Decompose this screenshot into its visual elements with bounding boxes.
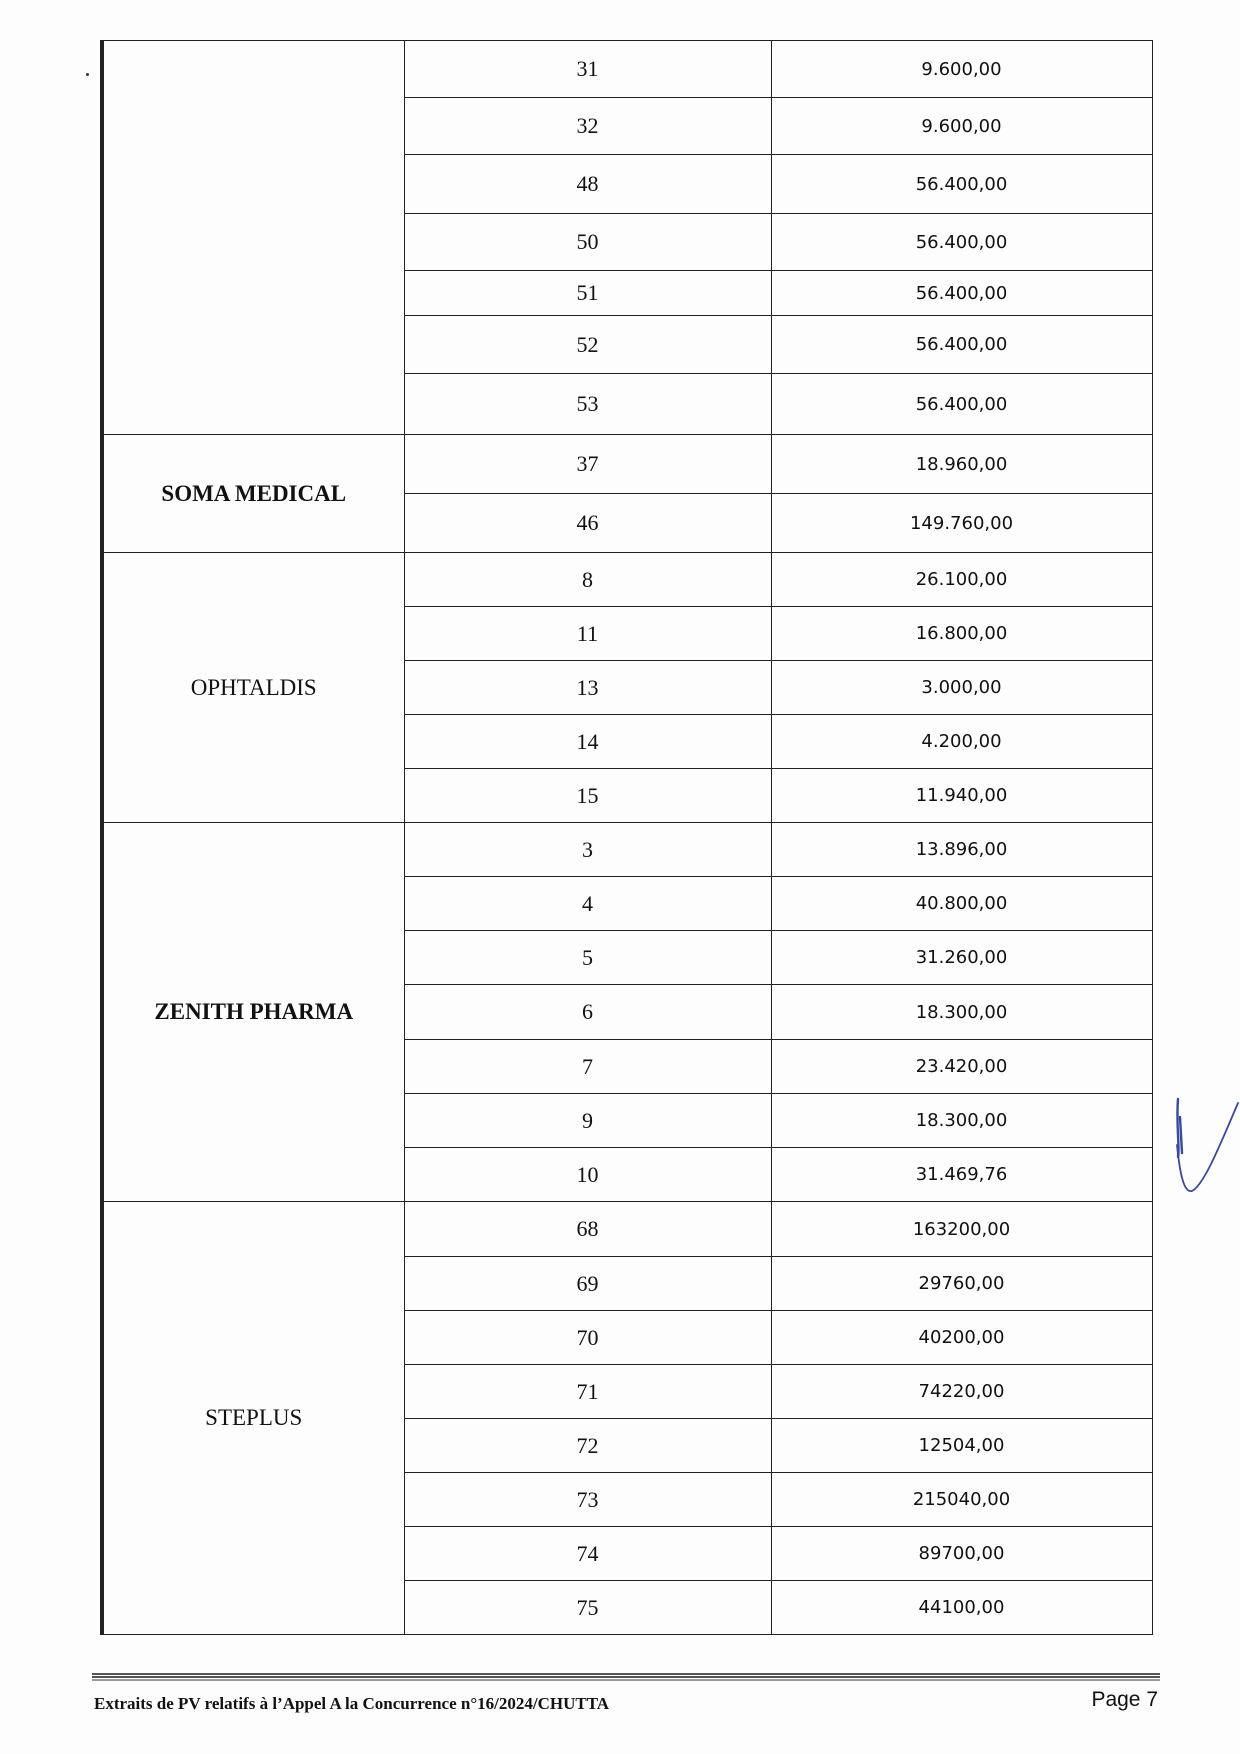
- lot-number-cell: 74: [404, 1527, 771, 1581]
- results-table: [100, 40, 1153, 1635]
- lot-number-cell: 51: [404, 271, 771, 316]
- lot-number-cell: 53: [404, 374, 771, 435]
- lot-number-cell: 68: [404, 1202, 771, 1257]
- amount-cell: 89700,00: [771, 1527, 1152, 1581]
- lot-number-cell: 5: [404, 931, 771, 985]
- table-row: [102, 41, 1152, 98]
- amount-cell: 23.420,00: [771, 1040, 1152, 1094]
- lot-number-cell: 46: [404, 494, 771, 553]
- amount-cell: 31.469,76: [771, 1148, 1152, 1202]
- supplier-cell: OPHTALDIS: [102, 553, 404, 823]
- amount-cell: 26.100,00: [771, 553, 1152, 607]
- supplier-cell: STEPLUS: [102, 1202, 404, 1635]
- lot-number-cell: 14: [404, 715, 771, 769]
- supplier-cell: ZENITH PHARMA: [102, 823, 404, 1202]
- lot-number-cell: 52: [404, 316, 771, 374]
- amount-cell: 9.600,00: [771, 41, 1152, 98]
- lot-number-cell: 13: [404, 661, 771, 715]
- lot-number-cell: 71: [404, 1365, 771, 1419]
- lot-number-cell: 50: [404, 214, 771, 271]
- lot-number-cell: 72: [404, 1419, 771, 1473]
- amount-cell: 215040,00: [771, 1473, 1152, 1527]
- supplier-cell: SOMA MEDICAL: [102, 435, 404, 553]
- amount-cell: 3.000,00: [771, 661, 1152, 715]
- lot-number-cell: 31: [404, 41, 771, 98]
- table-row: [102, 823, 1152, 877]
- lot-number-cell: 3: [404, 823, 771, 877]
- lot-number-cell: 6: [404, 985, 771, 1040]
- amount-cell: 40.800,00: [771, 877, 1152, 931]
- table-row: [102, 435, 1152, 494]
- lot-number-cell: 37: [404, 435, 771, 494]
- amount-cell: 56.400,00: [771, 214, 1152, 271]
- amount-cell: 4.200,00: [771, 715, 1152, 769]
- amount-cell: 13.896,00: [771, 823, 1152, 877]
- amount-cell: 56.400,00: [771, 374, 1152, 435]
- amount-cell: 31.260,00: [771, 931, 1152, 985]
- amount-cell: 11.940,00: [771, 769, 1152, 823]
- lot-number-cell: 7: [404, 1040, 771, 1094]
- amount-cell: 29760,00: [771, 1257, 1152, 1311]
- results-table-body: [102, 41, 1152, 1635]
- lot-number-cell: 48: [404, 155, 771, 214]
- supplier-cell: [102, 41, 404, 435]
- lot-number-cell: 4: [404, 877, 771, 931]
- lot-number-cell: 69: [404, 1257, 771, 1311]
- amount-cell: 44100,00: [771, 1581, 1152, 1635]
- page-number: Page 7: [1091, 1688, 1158, 1711]
- amount-cell: 12504,00: [771, 1419, 1152, 1473]
- amount-cell: 18.960,00: [771, 435, 1152, 494]
- amount-cell: 56.400,00: [771, 155, 1152, 214]
- amount-cell: 56.400,00: [771, 271, 1152, 316]
- table-row: [102, 553, 1152, 607]
- lot-number-cell: 11: [404, 607, 771, 661]
- amount-cell: 18.300,00: [771, 1094, 1152, 1148]
- footer-rule: [92, 1673, 1160, 1682]
- scan-dot: [86, 73, 89, 76]
- table-row: [102, 1202, 1152, 1257]
- lot-number-cell: 73: [404, 1473, 771, 1527]
- lot-number-cell: 10: [404, 1148, 771, 1202]
- lot-number-cell: 9: [404, 1094, 771, 1148]
- lot-number-cell: 75: [404, 1581, 771, 1635]
- amount-cell: 149.760,00: [771, 494, 1152, 553]
- lot-number-cell: 8: [404, 553, 771, 607]
- handwritten-initials: [1172, 1095, 1240, 1205]
- amount-cell: 74220,00: [771, 1365, 1152, 1419]
- footer-reference: Extraits de PV relatifs à l’Appel A la Concurrence n°16/2024/CHUTTA: [94, 1694, 610, 1713]
- lot-number-cell: 70: [404, 1311, 771, 1365]
- amount-cell: 9.600,00: [771, 98, 1152, 155]
- amount-cell: 18.300,00: [771, 985, 1152, 1040]
- amount-cell: 16.800,00: [771, 607, 1152, 661]
- amount-cell: 163200,00: [771, 1202, 1152, 1257]
- amount-cell: 40200,00: [771, 1311, 1152, 1365]
- lot-number-cell: 15: [404, 769, 771, 823]
- lot-number-cell: 32: [404, 98, 771, 155]
- amount-cell: 56.400,00: [771, 316, 1152, 374]
